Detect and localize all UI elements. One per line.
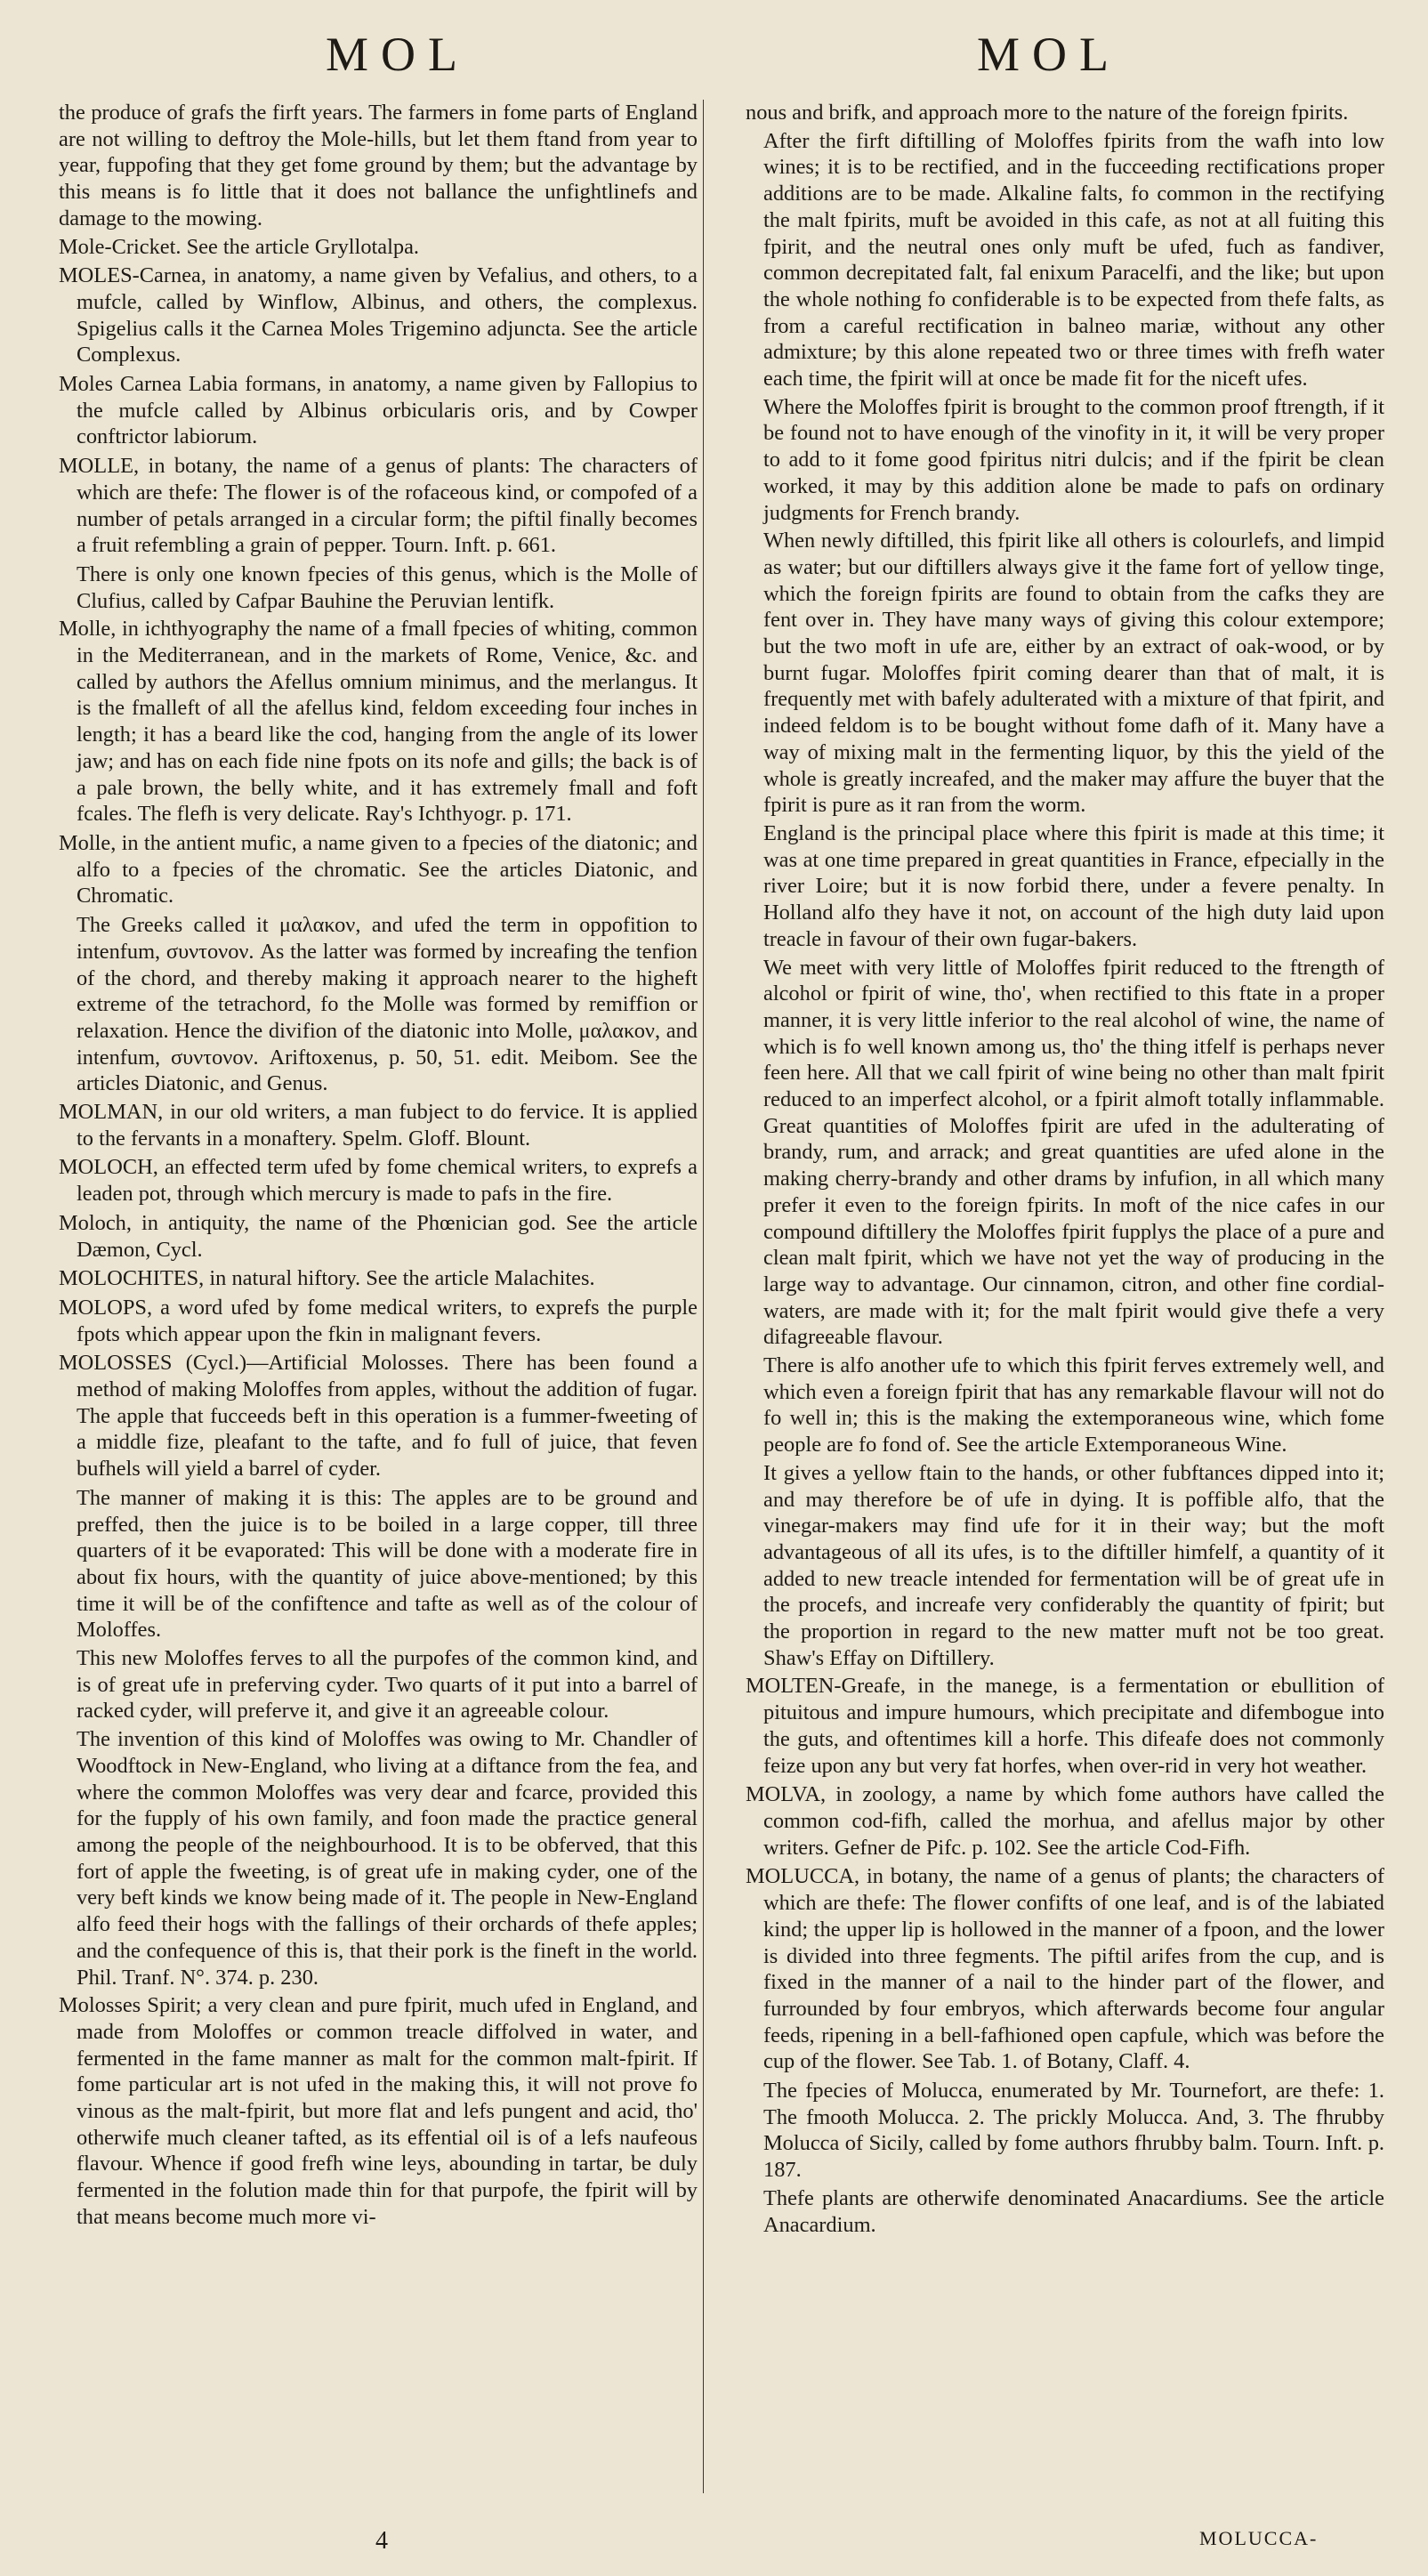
text-paragraph: The invention of this kind of Moloffes was owing to Mr. Chandler of Woodftock in New-England, who living at a diftance from the fea, and where the common Moloffes was very dear and fcarce, provided this for the fupply of his own family, and foon made the practice general among the people of the neighbourhood. It is to be obferved, that this fort of apple the fweeting, is of great ufe in making cyder, one of the very beft kinds we know being made of it. The people in New-England alfo feed their hogs with the fallings of their orchards of thefe apples; and the confequence of this is, that their pork is the fineft in the world. Phil. Tranf. N°. 374. p. 230. [77,1727,698,1990]
column-divider [703,100,704,2493]
text-paragraph: This new Moloffes ferves to all the purpofes of the common kind, and is of great ufe in preferving cyder. Two quarts of it put into a barrel of racked cyder, will preferve it, and give it an agreeable colour. [77,1646,698,1724]
dictionary-entry: Molle, in ichthyography the name of a fmall fpecies of whiting, common in the Mediterranean, and in the markets of Rome, Venice, &c. and called by authors the Afellus omnium minimus, and the merlangus. It is the fmalleft of all the afellus kind, feldom exceeding four inches in length; it has a beard like the cod, hanging from the angle of its lower jaw; and has on each fide nine fpots on its nofe and gills; the back is of a pale brown, the belly white, and it has extremely fmall and foft fcales. The flefh is very delicate. Ray's Ichthyogr. p. 171. [59,617,698,827]
dictionary-entry: Moles Carnea Labia formans, in anatomy, a name given by Fallopius to the mufcle called by Albinus orbicularis oris, and by Cowper conftrictor labiorum. [59,372,698,449]
header-right: MOL [977,28,1121,81]
text-paragraph: The fpecies of Molucca, enumerated by Mr. Tournefort, are thefe: 1. The fmooth Molucca. 2. The prickly Molucca. And, 3. The fhrubby Molucca of Sicily, called by fome authors fhrubby balm. Tourn. Inft. p. 187. [763,2079,1384,2183]
text-paragraph: It gives a yellow ftain to the hands, or other fubftances dipped into it; and may therefore be of ufe in dying. It is poffible alfo, that the vinegar-makers may find ufe for it in their way; but the moft advantageous of all its ufes, is to the diftiller himfelf, a quantity of it added to new treacle intended for fermentation will be of great ufe in the procefs, and increafe very confiderably the quantity of fpirit; but the proportion in regard to the new matter muft not be too great. Shaw's Effay on Diftillery. [763,1460,1384,1670]
dictionary-entry: MOLOCHITES, in natural hiftory. See the article Malachites. [59,1266,595,1291]
text-paragraph: The manner of making it is this: The apples are to be ground and preffed, then the juice is to be boiled in a large copper, till three quarters of it be evaporated: This will be done with a moderate fire in about fix hours, with the quantity of juice above-mentioned; by this time it will be of the confiftence and tafte as well as of the colour of Moloffes. [77,1485,698,1643]
dictionary-entry: MOLES-Carnea, in anatomy, a name given by Vefalius, and others, to a mufcle, called by Winflow, Albinus, and others, the complexus. Spigelius calls it the Carnea Moles Trigemino adjuncta. See the article Complexus. [59,263,698,367]
text-paragraph: The Greeks called it μαλακον, and ufed the term in oppofition to intenfum, συντονον. As the latter was formed by increafing the tenfion of the chord, and thereby making it approach nearer to the higheft extreme of the tetrachord, fo the Molle was formed by remiffion or relaxation. Hence the divifion of the diatonic into Molle, μαλακον, and intenfum, συντονον. Ariftoxenus, p. 50, 51. edit. Meibom. See the articles Diatonic, and Genus. [77,913,698,1096]
dictionary-entry: MOLOSSES (Cycl.)—Artificial Molosses. There has been found a method of making Moloffes from apples, without the addition of fugar. The apple that fucceeds beft in this operation is a fummer-fweeting of a middle fize, pleafant to the tafte, and fo full of juice, that feven bufhels will yield a barrel of cyder. [59,1351,698,1482]
running-header [0,27,1428,89]
text-paragraph: England is the principal place where this fpirit is made at this time; it was at one time prepared in great quantities in France, efpecially in the river Loire; but it is now forbid there, under a fevere penalty. In Holland alfo they have it not, on account of the high duty laid upon treacle in favour of their own fugar-bakers. [763,820,1384,951]
dictionary-entry: MOLMAN, in our old writers, a man fubject to do fervice. It is applied to the fervants in a monaftery. Spelm. Gloff. Blount. [59,1100,698,1151]
dictionary-entry: Moloch, in antiquity, the name of the Phœnician god. See the article Dæmon, Cycl. [59,1210,698,1262]
dictionary-entry: Mole-Cricket. See the article Gryllotalpa. [59,234,420,259]
page-number: 4 [375,2527,388,2555]
dictionary-entry: Molle, in the antient mufic, a name given to a fpecies of the diatonic; and alfo to a fpecies of the chromatic. See the articles Diatonic, and Chromatic. [59,830,698,908]
text-paragraph: When newly diftilled, this fpirit like all others is colourlefs, and limpid as water; but our diftillers always give it the fame fort of yellow tinge, which the foreign fpirits are found to obtain from the cafks they are fent over in. They have many ways of giving this colour extempore; but the two moft in ufe are, either by an extract of oak-wood, or by burnt fugar. Moloffes fpirit coming dearer than that of malt, it is frequently met with bafely adulterated with a mixture of that fpirit, and indeed feldom is to be bought without fome dafh of it. Many have a way of mixing malt in the fermenting liquor, by this the yield of the whole is greatly increafed, and the maker may affure the buyer that the fpirit is pure as it ran from the worm. [763,529,1384,818]
dictionary-entry: MOLTEN-Greafe, in the manege, is a fermentation or ebullition of pituitous and impure humours, which precipitate and difembogue into the guts, and oftentimes kill a horfe. This difeafe does not commonly feize upon any but very fat horfes, when over-rid in very hot weather. [746,1674,1384,1778]
dictionary-entry: MOLVA, in zoology, a name by which fome authors have called the common cod-fifh, called the morhua, and afellus major by other writers. Gefner de Pifc. p. 102. See the article Cod-Fifh. [746,1782,1384,1860]
catchword: MOLUCCA- [1199,2527,1319,2549]
right-column [746,100,1384,2502]
text-paragraph: Thefe plants are otherwife denominated Anacardiums. See the article Anacardium. [763,2185,1384,2237]
dictionary-entry: MOLUCCA, in botany, the name of a genus of plants; the characters of which are thefe: The flower confifts of one leaf, and is of the labiated kind; the upper lip is hollowed in the manner of a fpoon, and the lower is divided into three fegments. The piftil arifes from the cup, and is fixed in the manner of a nail to the hinder part of the flower, and furrounded by four embryos, which afterwards become four angular feeds, ripening in a bell-fafhioned open capfule, which was before the cup of the flower. See Tab. 1. of Botany, Claff. 4. [746,1864,1384,2074]
dictionary-entry: MOLOPS, a word ufed by fome medical writers, to exprefs the purple fpots which appear upon the fkin in malignant fevers. [59,1295,698,1346]
text-paragraph: the produce of grafs the firft years. The farmers in fome parts of England are not willing to deftroy the Mole-hills, but let them ftand from year to year, fuppofing that they get fome ground by them; but the advantage by this means is fo little that it does not ballance the unfightlinefs and damage to the mowing. [59,101,698,230]
text-paragraph: We meet with very little of Moloffes fpirit reduced to the ftrength of alcohol or fpirit of wine, tho', when rectified to this ftate in a proper manner, it is very little inferior to the real alcohol of wine, the name of which is fo well known among us, tho' the thing itfelf is perhaps never feen here. All that we call fpirit of wine being no other than malt fpirit reduced to an imperfect alcohol, or a fpirit almoft totally inflammable. Great quantities of Moloffes fpirit are ufed in the adulterating of brandy, rum, and arrack; and great quantities are ufed alone in the making cherry-brandy and other drams by infufion, in all which many prefer it even to the foreign fpirits. In moft of the nice cafes in our compound diftillery the Moloffes fpirit fupplys the place of a pure and clean malt fpirit, which we have not yet the way of producing in the large way to advantage. Our cinnamon, citron, and other fine cordial-waters, are made with it; for the malt fpirit would give thefe a very difagreeable flavour. [763,955,1384,1350]
dictionary-entry: MOLOCH, an effected term ufed by fome chemical writers, to exprefs a leaden pot, through which mercury is made to pafs in the fire. [59,1155,698,1207]
text-paragraph: After the firft diftilling of Moloffes fpirits from the wafh into low wines; it is to be rectified, and in the fucceeding rectifications proper additions are to be made. Alkaline falts, fo common in the rectifying the malt fpirits, muft be avoided in this cafe, as not at all fuiting this fpirit, and the neutral ones only muft be ufed, fuch as fandiver, common decrepitated falt, fal enixum Paracelfi, and the like; but upon the whole nothing fo confiderable is to be expected from thefe falts, as from a careful rectification in balneo mariæ, without any other admixture; by this alone repeated two or three times with frefh water each time, the fpirit will at once be made fit for the niceft ufes. [763,128,1384,392]
text-paragraph: There is only one known fpecies of this genus, which is the Molle of Clufius, called by Cafpar Bauhine the Peruvian lentifk. [77,561,698,613]
text-paragraph: Where the Moloffes fpirit is brought to the common proof ftrength, if it be found not to have enough of the vinofity in it, it will be very proper to add to it fome good fpiritus nitri dulcis; and if the fpirit be clean worked, it may by this addition alone be made to pafs on ordinary judgments for French brandy. [763,394,1384,525]
header-left: MOL [326,28,470,81]
left-column [59,100,698,2502]
dictionary-entry: MOLLE, in botany, the name of a genus of plants: The characters of which are thefe: The flower is of the rofaceous kind, or compofed of a number of petals arranged in a circular form; the piftil finally becomes a fruit refembling a grain of pepper. Tourn. Inft. p. 661. [59,454,698,558]
text-paragraph: nous and brifk, and approach more to the nature of the foreign fpirits. [746,101,1349,125]
dictionary-entry: Molosses Spirit; a very clean and pure fpirit, much ufed in England, and made from Moloffes or common treacle diffolved in water, and fermented in the fame manner as malt for the common malt-fpirit. If fome particular art is not ufed in the making this, it will not prove fo vinous as the malt-fpirit, but more flat and lefs pungent and acid, tho' otherwife much cleaner tafted, as its effential oil is of a lefs naufeous flavour. Whence if good frefh wine leys, abounding in tartar, be duly fermented in the folution made thin for that purpofe, the fpirit will by that means become much more vi- [59,1993,698,2229]
text-paragraph: There is alfo another ufe to which this fpirit ferves extremely well, and which even a foreign fpirit that has any remarkable flavour will not do fo well in; this is the making the extemporaneous wine, which fome people are fo fond of. See the article Extemporaneous Wine. [763,1353,1384,1458]
